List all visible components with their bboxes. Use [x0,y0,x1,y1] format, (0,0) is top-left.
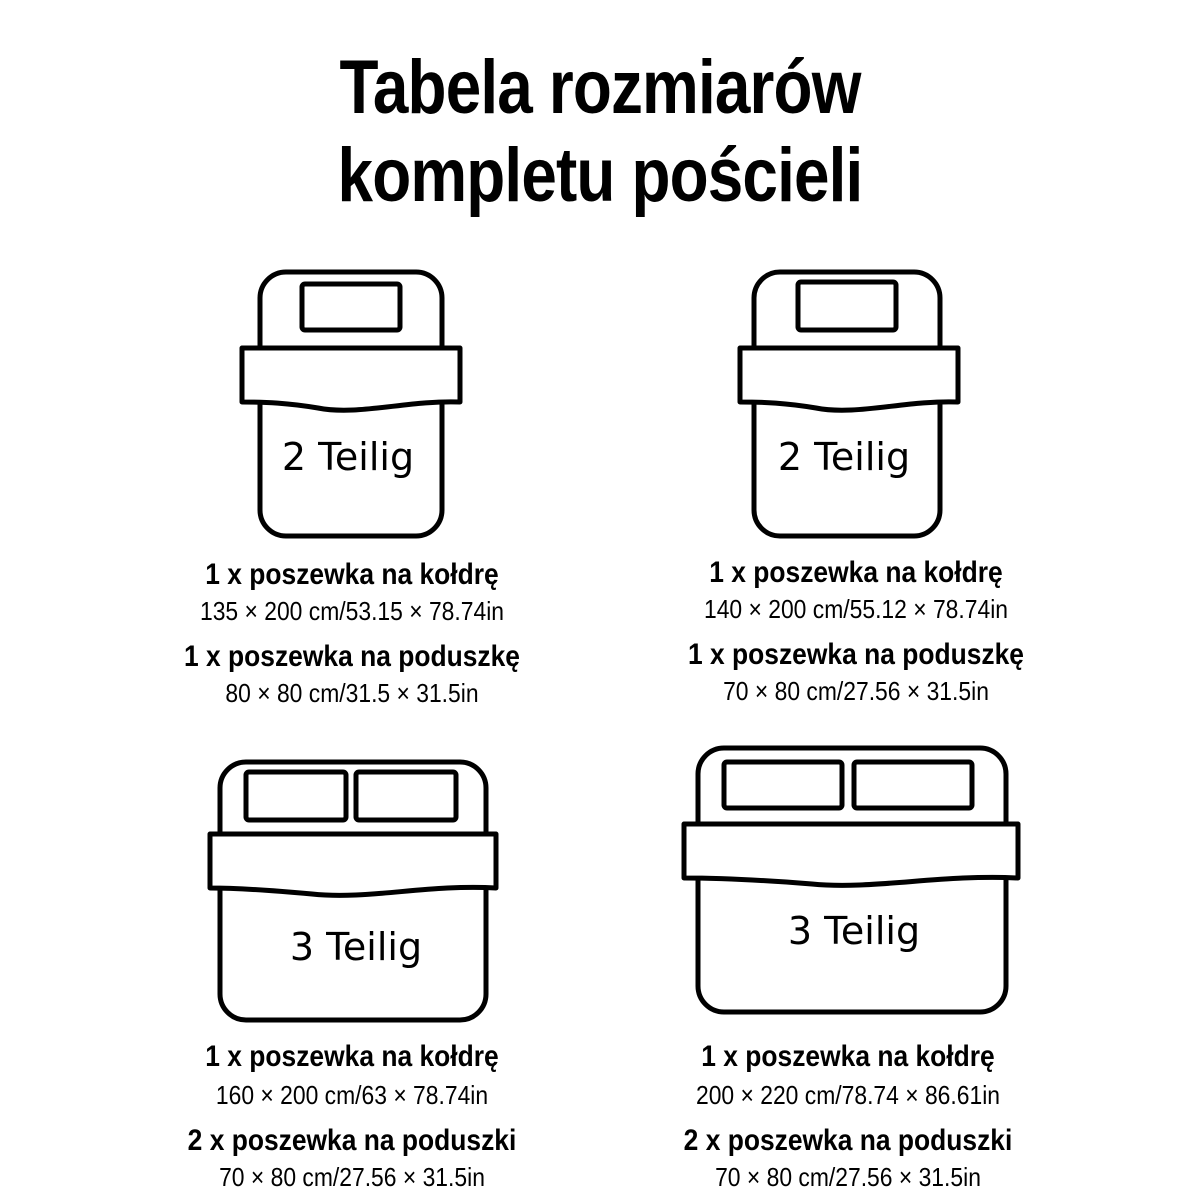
set-4-item-2-size: 70 × 80 cm/27.56 × 31.5in [715,1162,981,1192]
set-3-item-2-size: 70 × 80 cm/27.56 × 31.5in [219,1162,485,1192]
set-4-item-1-size: 200 × 220 cm/78.74 × 86.61in [695,1080,1001,1110]
set-label: 3 Teilig [289,925,423,969]
set-1-item-2-size: 80 × 80 cm/31.5 × 31.5in [225,678,479,708]
set-1-item-1-size: 135 × 200 cm/53.15 × 78.74in [199,596,505,626]
set-2-item-1-name: 1 x poszewka na kołdrę [709,556,1003,589]
set-label: 2 Teilig [777,435,911,479]
set-1-item-2-name: 1 x poszewka na poduszkę [184,640,520,673]
page-title-line-1: Tabela rozmiarów [339,45,861,130]
set-4-item-1-name: 1 x poszewka na kołdrę [701,1040,995,1073]
set-2-item-1-size: 140 × 200 cm/55.12 × 78.74in [703,594,1009,624]
bed-icon-double [208,758,498,1024]
set-label: 3 Teilig [787,909,921,953]
bed-icon-single [238,268,464,540]
set-2-item-2-name: 1 x poszewka na poduszkę [688,638,1024,671]
bed-icon-single [736,268,962,540]
set-label: 2 Teilig [281,435,415,479]
set-2-item-2-size: 70 × 80 cm/27.56 × 31.5in [723,676,989,706]
set-4-item-2-name: 2 x poszewka na poduszki [683,1124,1013,1157]
set-3-item-1-name: 1 x poszewka na kołdrę [205,1040,499,1073]
page-title-line-2: kompletu pościeli [337,133,863,218]
set-1-item-1-name: 1 x poszewka na kołdrę [205,558,499,591]
set-3-item-1-size: 160 × 200 cm/63 × 78.74in [215,1080,489,1110]
bed-icon-double [682,744,1022,1016]
set-3-item-2-name: 2 x poszewka na poduszki [187,1124,517,1157]
